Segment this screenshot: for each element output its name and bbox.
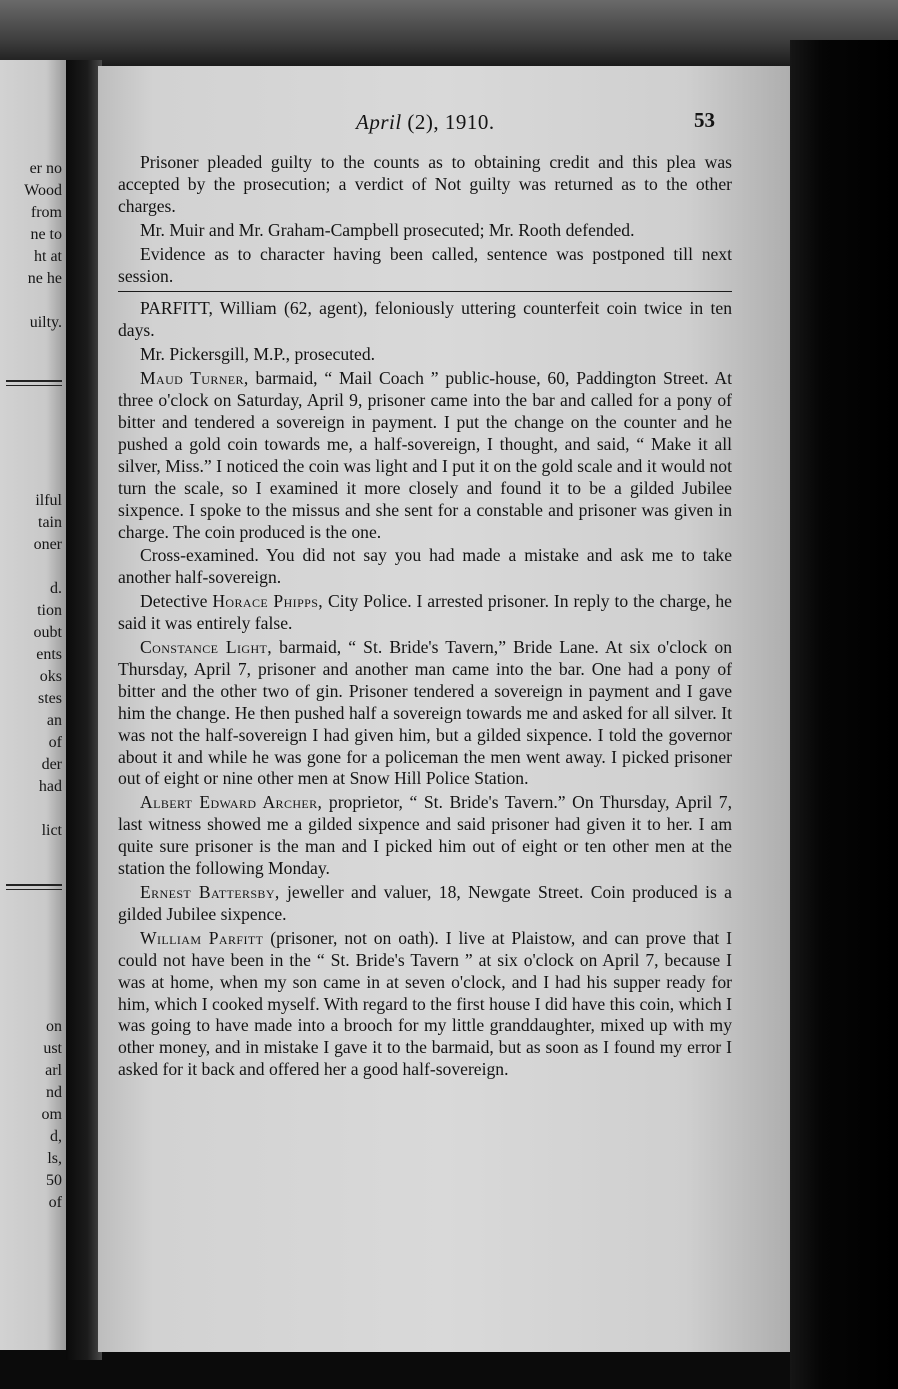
running-head-title: April (2), 1910. — [356, 110, 495, 134]
facing-page-fragment: om — [41, 1106, 62, 1123]
facing-page-fragment: ne to — [30, 226, 62, 243]
facing-page-fragment: er no — [29, 160, 62, 177]
facing-page-fragment: ne he — [27, 270, 62, 287]
paragraph-cross-examined: Cross-examined. You did not say you had made a mistake and ask me to take another half-sovereign. — [118, 545, 732, 588]
testimony-text: (prisoner, not on oath). I live at Plaistow, and can prove that I could not have been in the “ St. Bride's Tavern ” at six o'clock on April 7, because I was at home, when my son came in at seven o'clock, and I had his supper ready for him, which I cooked myself. With regard to the first house I did have this coin, which I was going to have made into a brooch for my little granddaughter, mixed up with my other money, and in mistake I gave it to the barmaid, but as soon as I found my error I asked for it back and offered her a good half-sovereign. — [118, 927, 732, 1080]
facing-page-fragment: ust — [43, 1040, 62, 1057]
page-body — [118, 152, 732, 1083]
facing-page-fragment: d. — [50, 580, 62, 597]
facing-page-rule — [6, 884, 62, 890]
paragraph-plea: Prisoner pleaded guilty to the counts as to obtaining credit and this plea was accepted by the prosecution; a verdict of Not guilty was returned as to the other charges. — [118, 152, 732, 216]
facing-page-fragment: had — [38, 778, 62, 795]
facing-page-fragment: ents — [36, 646, 62, 663]
facing-page-fragment: tain — [38, 514, 62, 531]
facing-page-fragment: oner — [33, 536, 62, 553]
witness-name: Maud Turner, — [140, 368, 249, 389]
facing-page-fragment: uilty. — [29, 314, 62, 331]
facing-page-fragment: oubt — [33, 624, 62, 641]
page-number: 53 — [694, 108, 715, 132]
witness-testimony — [118, 368, 732, 543]
book-page — [98, 66, 790, 1352]
testimony-text: barmaid, “ Mail Coach ” public-house, 60, Paddington Street. At three o'clock on Saturday, April 9, prisoner came into the bar and called for a pony of bitter and tendered a sovereign in payment. I put the change on the counter and he pushed a gold coin towards me, a half-sovereign, I thought, and said, “ Make it all silver, Miss.” I noticed the coin was light and I put it on the gold scale and it would not turn the scale, so I examined it more closely and found it to be a gilded Jubilee sixpence. I spoke to the missus and she sent for a constable and prisoner was given in charge. The coin produced is the one. — [118, 368, 732, 542]
charge-description: William (62, agent), feloniously uttering counterfeit coin twice in ten days. — [118, 298, 732, 341]
facing-page-fragment: arl — [45, 1062, 62, 1079]
facing-page-fragment: nd — [46, 1084, 62, 1101]
witness-name: Ernest Battersby, — [140, 882, 280, 902]
facing-page-fragment: of — [48, 734, 62, 751]
facing-page-fragment: of — [48, 1194, 62, 1211]
facing-page-fragment: lict — [41, 822, 62, 839]
testimony-text: proprietor, “ St. Bride's Tavern.” On Thursday, April 7, last witness showed me a gilded sixpence and said prisoner had given it to her. I am quite sure prisoner is the man and I picked him out of eight or ten other men at the station the following Monday. — [118, 792, 732, 879]
facing-page-fragment: ilful — [35, 492, 62, 509]
witness-name: Albert Edward Archer, — [140, 792, 323, 813]
witness-title: Detective — [140, 591, 213, 612]
facing-page-fragment: stes — [38, 690, 62, 707]
facing-page-fragment: der — [41, 756, 62, 773]
facing-page-fragment: from — [30, 204, 62, 221]
testimony-text: barmaid, “ St. Bride's Tavern,” Bride Lane. At six o'clock on Thursday, April 7, prisoner and another man came into the bar. One had a pony of bitter and the other two of gin. Prisoner tendered a sovereign in payment and I gave him the change. He then pushed half a sovereign towards me and asked for all silver. It was not the half-sovereign I had given him, but a gilded sixpence. I told the governor about it and while he was gone for a policeman the men went away. I picked prisoner out of eight or nine other men at Snow Hill Police Station. — [118, 637, 732, 789]
facing-page-edge — [0, 60, 66, 1350]
witness-name: Constance Light, — [140, 637, 273, 658]
witness-name: Horace Phipps, — [212, 591, 324, 612]
facing-page-fragment: Wood — [24, 182, 62, 199]
facing-page-fragment: an — [46, 712, 62, 729]
facing-page-fragment: on — [46, 1018, 62, 1035]
facing-page-fragment: ht at — [34, 248, 62, 265]
facing-page-fragment: d, — [50, 1128, 62, 1145]
case-heading — [118, 298, 732, 342]
testimony-text: jeweller and valuer, 18, Newgate Street. Coin produced is a gilded Jubilee sixpence. — [118, 882, 732, 924]
paragraph-sentence: Evidence as to character having been called, sentence was postponed till next session. — [118, 243, 732, 286]
case-separator-rule — [118, 291, 732, 292]
scan-top-margin — [0, 0, 898, 70]
facing-page-fragment: tion — [37, 602, 62, 619]
facing-page-rule — [6, 380, 62, 386]
paragraph-counsel: Mr. Muir and Mr. Graham-Campbell prosecuted; Mr. Rooth defended. — [140, 219, 635, 240]
witness-testimony — [118, 882, 732, 926]
witness-testimony — [118, 637, 732, 790]
facing-page-fragment: oks — [39, 668, 62, 685]
scan-right-margin — [790, 40, 898, 1389]
witness-testimony — [118, 792, 732, 880]
paragraph-prosecution: Mr. Pickersgill, M.P., prosecuted. — [140, 344, 376, 365]
witness-testimony — [118, 591, 732, 635]
testimony-text: City Police. I arrested prisoner. In reply to the charge, he said it was entirely false. — [118, 591, 732, 634]
witness-testimony — [118, 928, 732, 1081]
facing-page-fragment: 50 — [46, 1172, 62, 1189]
facing-page-fragment: ls, — [47, 1150, 62, 1167]
defendant-name: PARFITT, — [140, 298, 213, 319]
witness-name: William Parfitt — [140, 927, 264, 948]
running-header — [98, 108, 790, 138]
book-gutter — [66, 60, 102, 1360]
